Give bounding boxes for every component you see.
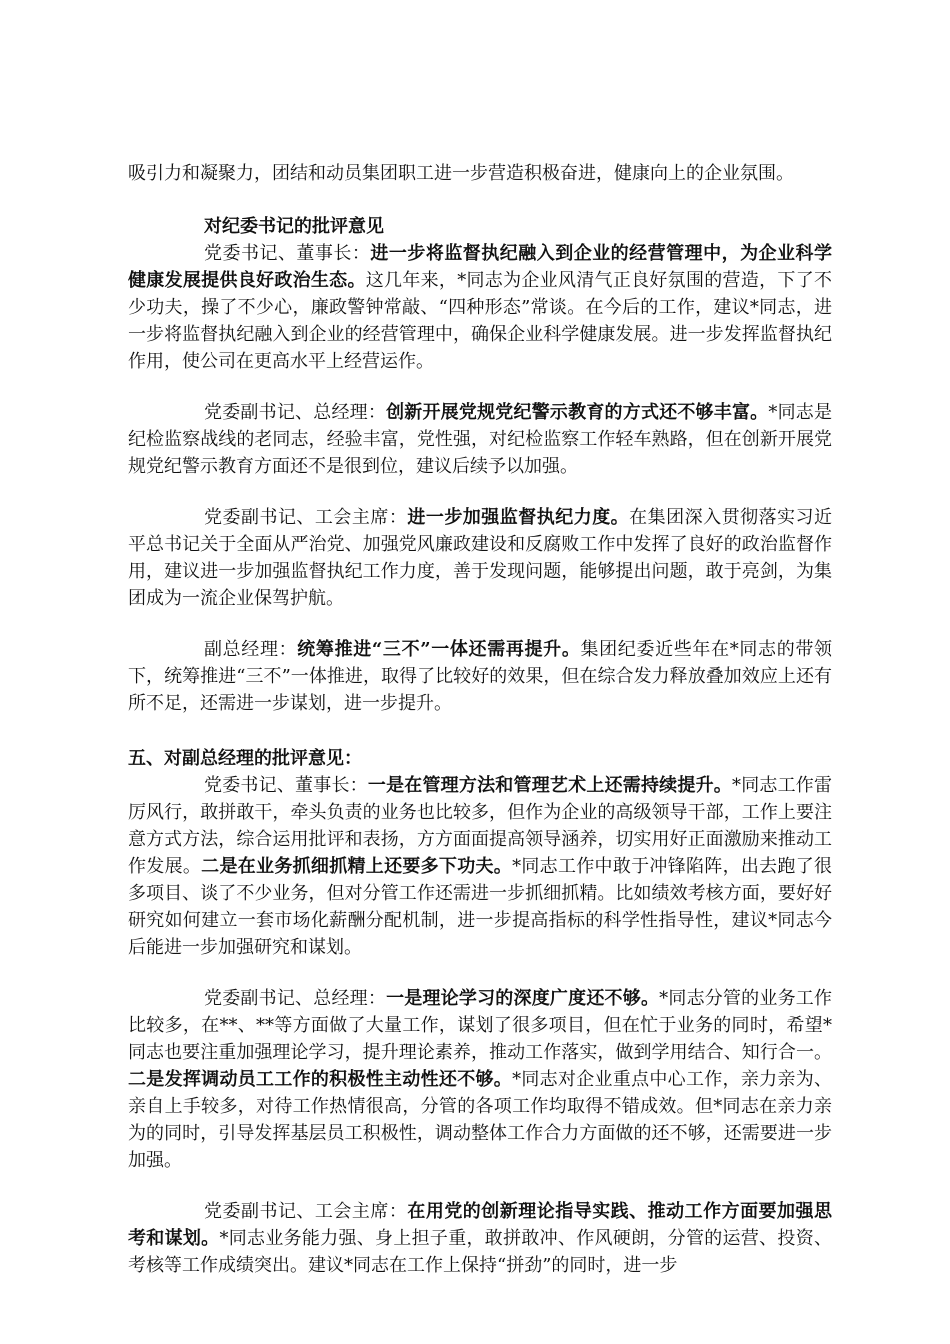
paragraph-secretary-chairman-on-vice-gm (128, 772, 832, 961)
key-point: 一是在管理方法和管理艺术上还需持续提升。 (367, 775, 732, 796)
key-point: 进一步将监督执纪融入到企业的经营管理中，为企业科学健康发展提供良好政治生态。 (128, 243, 833, 291)
paragraph-body: *同志业务能力强、身上担子重，敢拼敢冲、作风硬朗，分管的运营、投资、考核等工作成绩突出。建议*同志在工作上保持“拼劲”的同时，进一步 (128, 1228, 833, 1276)
role-label: 党委书记、董事长： (204, 775, 368, 796)
role-label: 党委书记、董事长： (204, 243, 371, 264)
key-point: 在用党的创新理论指导实践、推动工作方面要加强思考和谋划。 (128, 1201, 833, 1249)
key-point: 创新开展党规党纪警示教育的方式还不够丰富。 (386, 402, 769, 423)
role-label: 副总经理： (204, 639, 298, 660)
section-heading-vice-gm: 五、对副总经理的批评意见： (128, 748, 362, 769)
key-point: 一是理论学习的深度广度还不够。 (386, 988, 660, 1009)
role-label: 党委副书记、总经理： (204, 988, 387, 1009)
paragraph-deputy-secretary-gm-on-vice-gm (128, 985, 832, 1174)
paragraph-vice-gm-on-discipline (128, 636, 832, 717)
paragraph-body: *同志工作中敢于冲锋陷阵，出去跑了很多项目、谈了不少业务，但对分管工作还需进一步抓细抓精。比如绩效考核方面，要好好研究如何建立一套市场化薪酬分配机制，进一步提高指标的科学性指导性，建议*同志今后能进一步加强研究和谋划。 (128, 856, 833, 958)
role-label: 党委副书记、工会主席： (204, 507, 408, 528)
key-point: 统筹推进“三不”一体还需再提升。 (297, 639, 581, 660)
key-point: 进一步加强监督执纪力度。 (407, 507, 630, 528)
paragraph-body: 这几年来，*同志为企业风清气正良好氛围的营造，下了不少功夫，操了不少心，廉政警钟常敲、“四种形态”常谈。在今后的工作，建议*同志，进一步将监督执纪融入到企业的经营管理中，确保企业科学健康发展。进一步发挥监督执纪作用，使公司在更高水平上经营运作。 (128, 270, 832, 372)
paragraph-body: *同志对企业重点中心工作，亲力亲为、亲自上手较多，对待工作热情很高，分管的各项工作均取得不错成效。但*同志在亲力亲为的同时，引导发挥基层员工积极性，调动整体工作合力方面做的还不够，还需要进一步加强。 (128, 1069, 832, 1171)
key-point: 二是在业务抓细抓精上还要多下功夫。 (201, 856, 513, 877)
key-point: 二是发挥调动员工工作的积极性主动性还不够。 (128, 1069, 513, 1090)
role-label: 党委副书记、总经理： (204, 402, 387, 423)
paragraph-body: 集团纪委近些年在*同志的带领下，统筹推进“三不”一体推进，取得了比较好的效果，但在综合发力释放叠加效应上还有所不足，还需进一步谋划，进一步提升。 (128, 639, 833, 714)
paragraph-deputy-secretary-gm-on-discipline (128, 399, 832, 480)
paragraph-body: *同志是纪检监察战线的老同志，经验丰富，党性强，对纪检监察工作轻车熟路，但在创新开展党规党纪警示教育方面还不是很到位，建议后续予以加强。 (128, 402, 833, 477)
paragraph-continuation: 吸引力和凝聚力，团结和动员集团职工进一步营造积极奋进，健康向上的企业氛围。 (128, 163, 794, 184)
paragraph-body: *同志工作雷厉风行，敢拼敢干，牵头负责的业务也比较多，但作为企业的高级领导干部，工作上要注意方式方法，综合运用批评和表扬，方方面面提高领导涵养，切实用好正面激励来推动工作发展。 (128, 775, 833, 877)
paragraph-body: *同志分管的业务工作比较多，在**、**等方面做了大量工作，谋划了很多项目，但在忙于业务的同时，希望*同志也要注重加强理论学习，提升理论素养，推动工作落实，做到学用结合、知行合一。 (128, 988, 833, 1063)
role-label: 党委副书记、工会主席： (204, 1201, 408, 1222)
paragraph-secretary-chairman-on-discipline (128, 240, 832, 375)
paragraph-union-chair-on-vice-gm (128, 1198, 832, 1279)
section-heading-discipline-secretary: 对纪委书记的批评意见 (204, 216, 384, 237)
paragraph-union-chair-on-discipline (128, 504, 832, 612)
paragraph-body: 在集团深入贯彻落实习近平总书记关于全面从严治党、加强党风廉政建设和反腐败工作中发挥了良好的政治监督作用，建议进一步加强监督执纪工作力度，善于发现问题，能够提出问题，敢于亮剑，为集团成为一流企业保驾护航。 (128, 507, 833, 609)
